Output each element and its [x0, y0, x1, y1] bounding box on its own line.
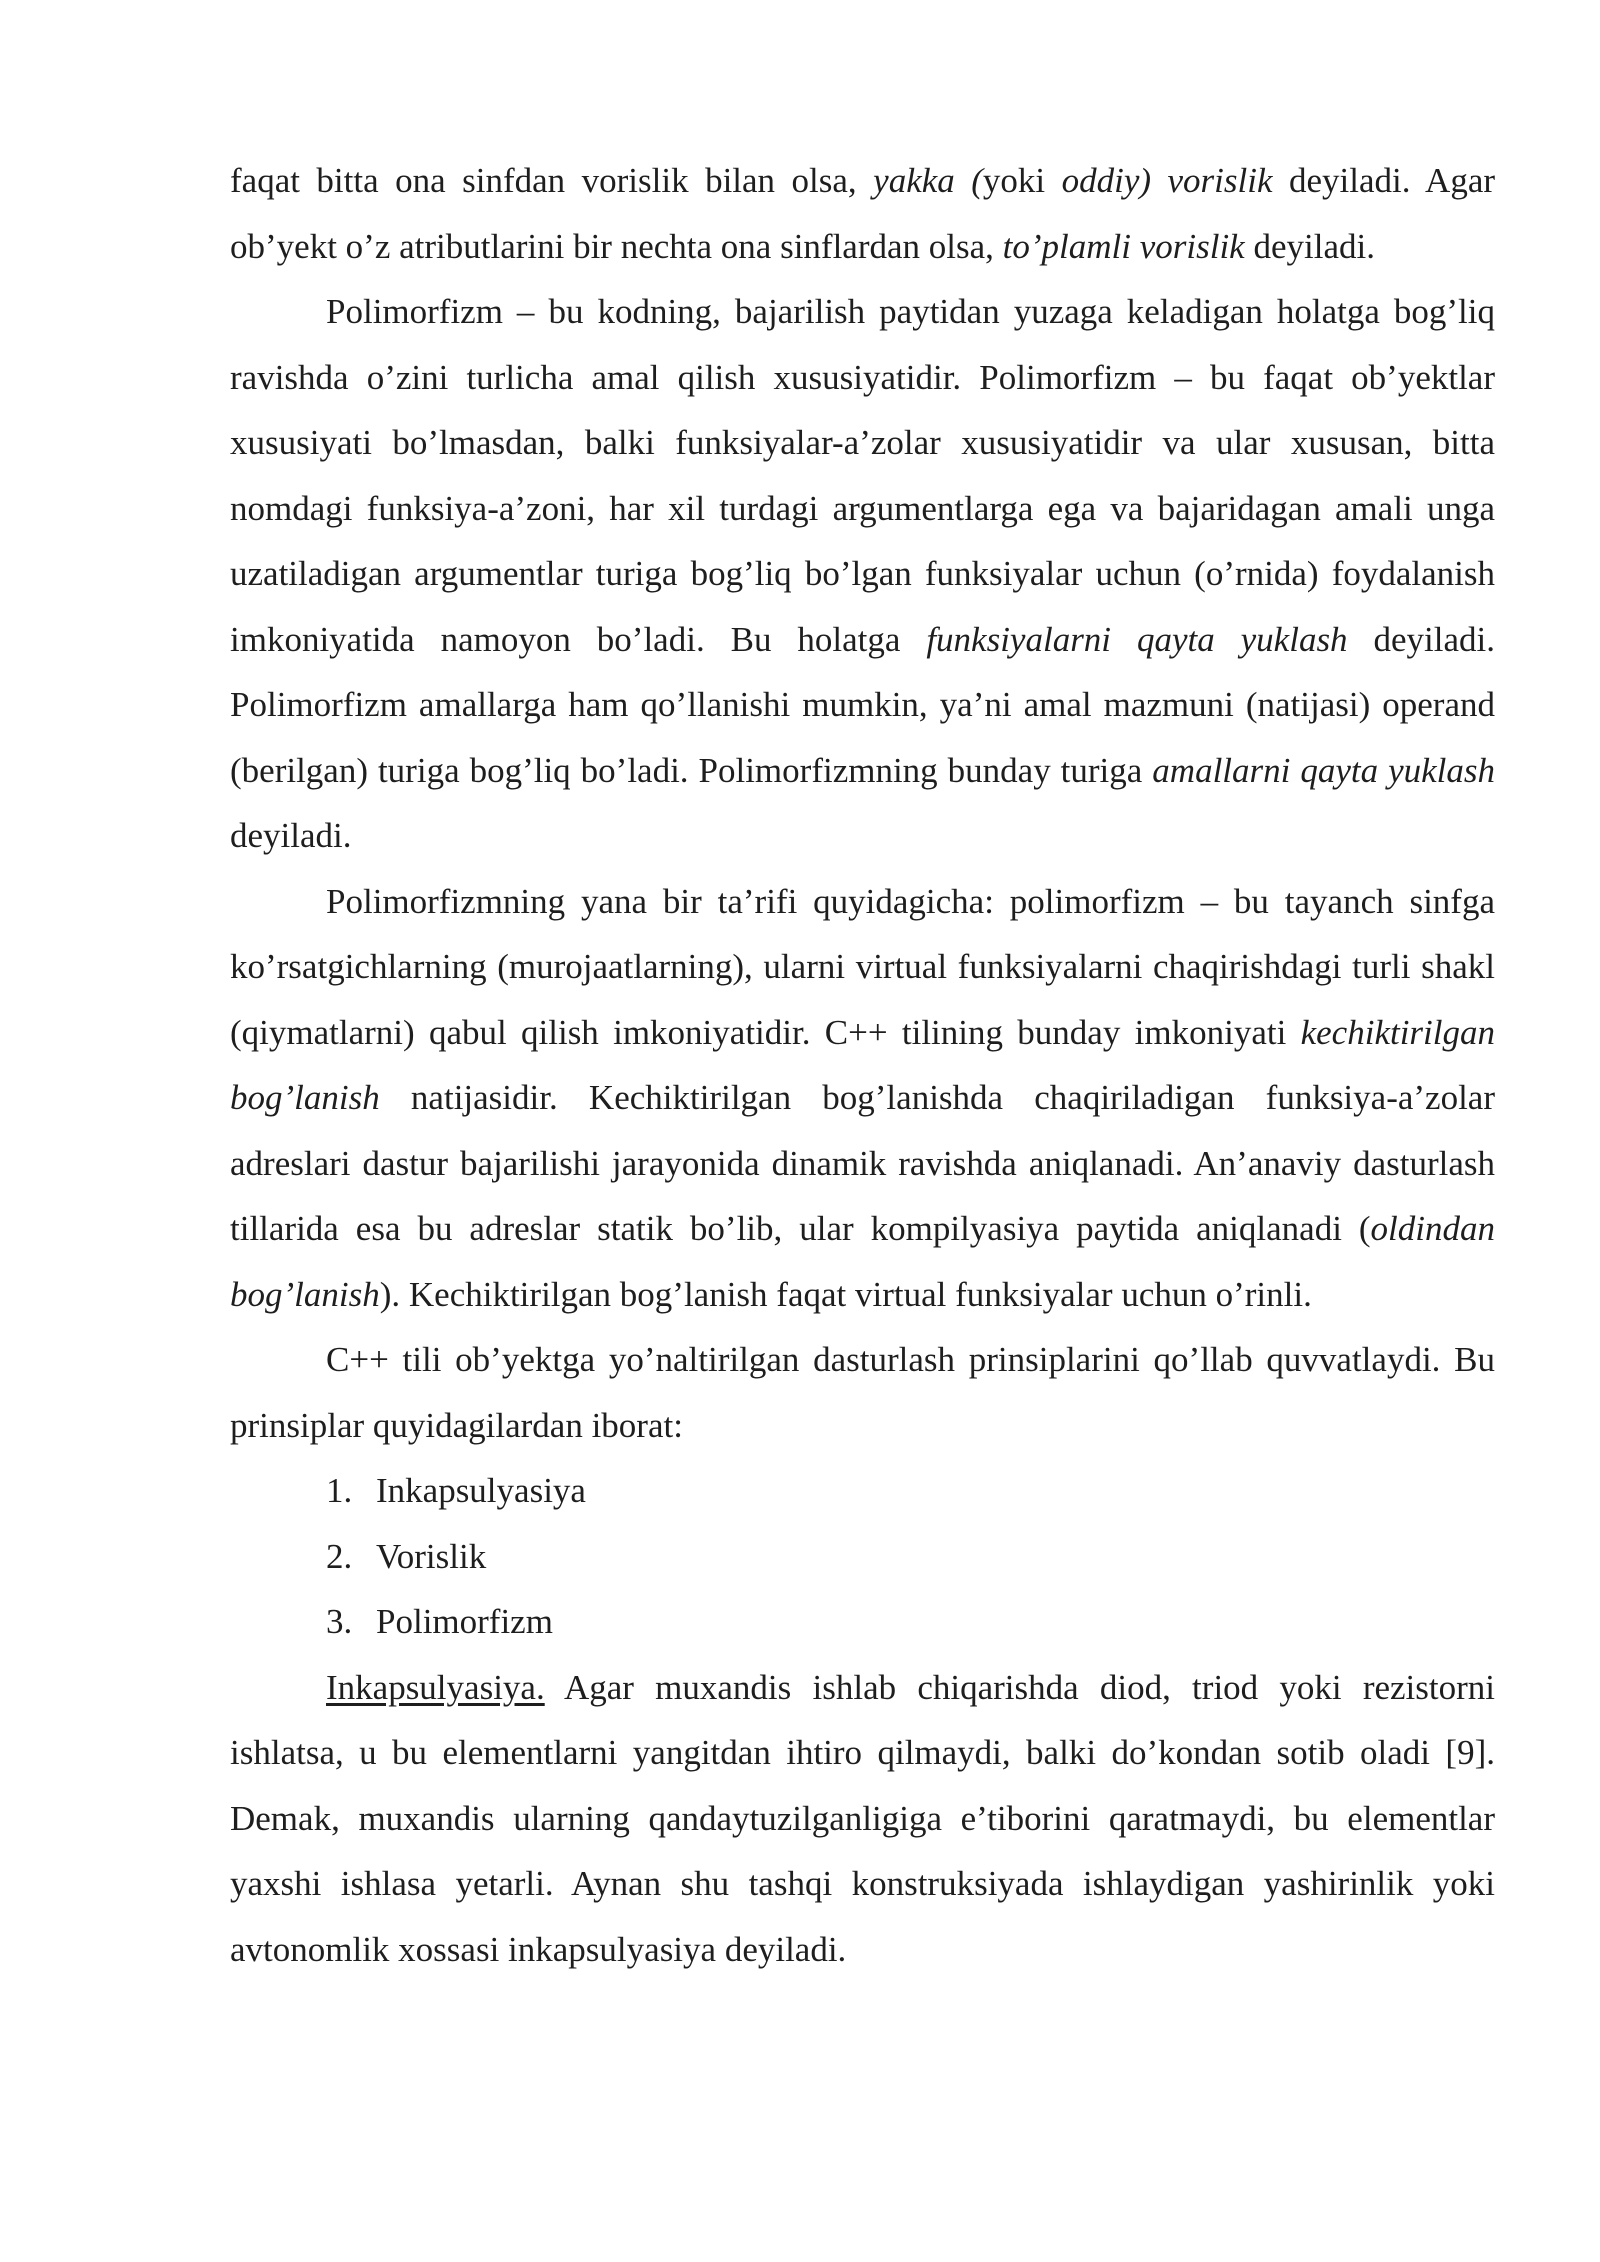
- text-run: deyiladi.: [1244, 226, 1375, 266]
- text-run: ). Kechiktirilgan bog’lanish faqat virtual funksiyalar uchun o’rinli.: [379, 1274, 1312, 1314]
- list-item: [230, 1458, 1495, 1524]
- text-run: Agar muxandis ishlab chiqarishda diod, triod yoki rezistorni ishlatsa, u bu elementlarni yangitdan ihtiro qilmaydi, balki do’kondan sotib oladi [9]. Demak, muxandis ularning qandaytuzilganligiga e’tiborini qaratmaydi, bu elementlar yaxshi ishlasa yetarli. Aynan shu tashqi konstruksiyada ishlaydigan yashirinlik yoki avtonomlik xossasi inkapsulyasiya deyiladi.: [230, 1667, 1495, 1969]
- italic-term: yakka (: [873, 161, 983, 200]
- paragraph-encapsulation: [230, 1655, 1495, 1983]
- text-run: yoki: [982, 161, 1062, 200]
- paragraph-late-binding: [230, 869, 1495, 1328]
- text-run: Polimorfizmning yana bir ta’rifi quyidagicha: polimorfizm – bu tayanch sinfga ko’rsatgichlarning (murojaatlarning), ularni virtual funksiyalarni chaqirishdagi turli shakl (qiymatlarni) qabul qilish imkoniyatidir. C++ tilining bunday imkoniyati: [230, 881, 1495, 1052]
- text-run: Polimorfizm – bu kodning, bajarilish paytidan yuzaga keladigan holatga bog’liq ravishda o’zini turlicha amal qilish xususiyatidir. Polimorfizm – bu faqat ob’yektlar xususiyati bo’lmasdan, balki funksiyalar-a’zolar xususiyatidir va ular xususan, bitta nomdagi funksiya-a’zoni, har xil turdagi argumentlarga ega va bajaridagan amali unga uzatiladigan argumentlar turiga bog’liq bo’lgan funksiyalar uchun (o’rnida) foydalanish imkoniyatida namoyon bo’ladi. Bu holatga: [230, 292, 1495, 659]
- list-item: [230, 1589, 1495, 1655]
- principles-list: [230, 1458, 1495, 1655]
- list-number: 1.: [326, 1471, 353, 1510]
- list-text: Inkapsulyasiya: [376, 1471, 586, 1510]
- paragraph-oop-principles: [230, 1327, 1495, 1458]
- text-run: natijasidir. Kechiktirilgan bog’lanishda chaqiriladigan funksiya-a’zolar adreslari dastur bajarilishi jarayonida dinamik ravishda aniqlanadi. An’anaviy dasturlash tillarida esa bu adreslar statik bo’lib, ular kompilyasiya paytida aniqlanadi (: [230, 1078, 1495, 1248]
- list-text: Vorislik: [376, 1536, 487, 1576]
- document-page: [230, 148, 1495, 1982]
- text-run: deyiladi. Polimorfizm amallarga ham qo’llanishi mumkin, ya’ni amal mazmuni (natijasi) operand (berilgan) turiga bog’liq bo’ladi. Polimorfizmning bunday turiga: [230, 619, 1495, 790]
- underlined-heading: Inkapsulyasiya.: [326, 1667, 545, 1707]
- list-number: 3.: [326, 1602, 353, 1641]
- list-number: 2.: [326, 1536, 353, 1576]
- italic-term: to’plamli vorislik: [1002, 226, 1245, 266]
- italic-term: amallarni qayta yuklash: [1152, 750, 1495, 790]
- list-text: Polimorfizm: [376, 1602, 553, 1641]
- italic-term: funksiyalarni qayta yuklash: [926, 619, 1348, 659]
- italic-term: kechiktirilgan bog’lanish: [230, 1012, 1495, 1117]
- italic-term: oddiy) vorislik: [1061, 161, 1273, 200]
- italic-term: oldindan bog’lanish: [230, 1209, 1495, 1314]
- text-run: faqat bitta ona sinfdan vorislik bilan olsa,: [230, 161, 874, 200]
- text-run: C++ tili ob’yektga yo’naltirilgan dasturlash prinsiplarini qo’llab quvvatlaydi. Bu prinsiplar quyidagilardan iborat:: [230, 1340, 1495, 1445]
- paragraph-polymorphism: [230, 279, 1495, 869]
- text-run: deyiladi. Agar ob’yekt o’z atributlarini bir nechta ona sinflardan olsa,: [230, 161, 1496, 266]
- text-run: deyiladi.: [230, 816, 352, 855]
- list-item: [230, 1524, 1495, 1590]
- paragraph-inheritance: [230, 148, 1495, 279]
